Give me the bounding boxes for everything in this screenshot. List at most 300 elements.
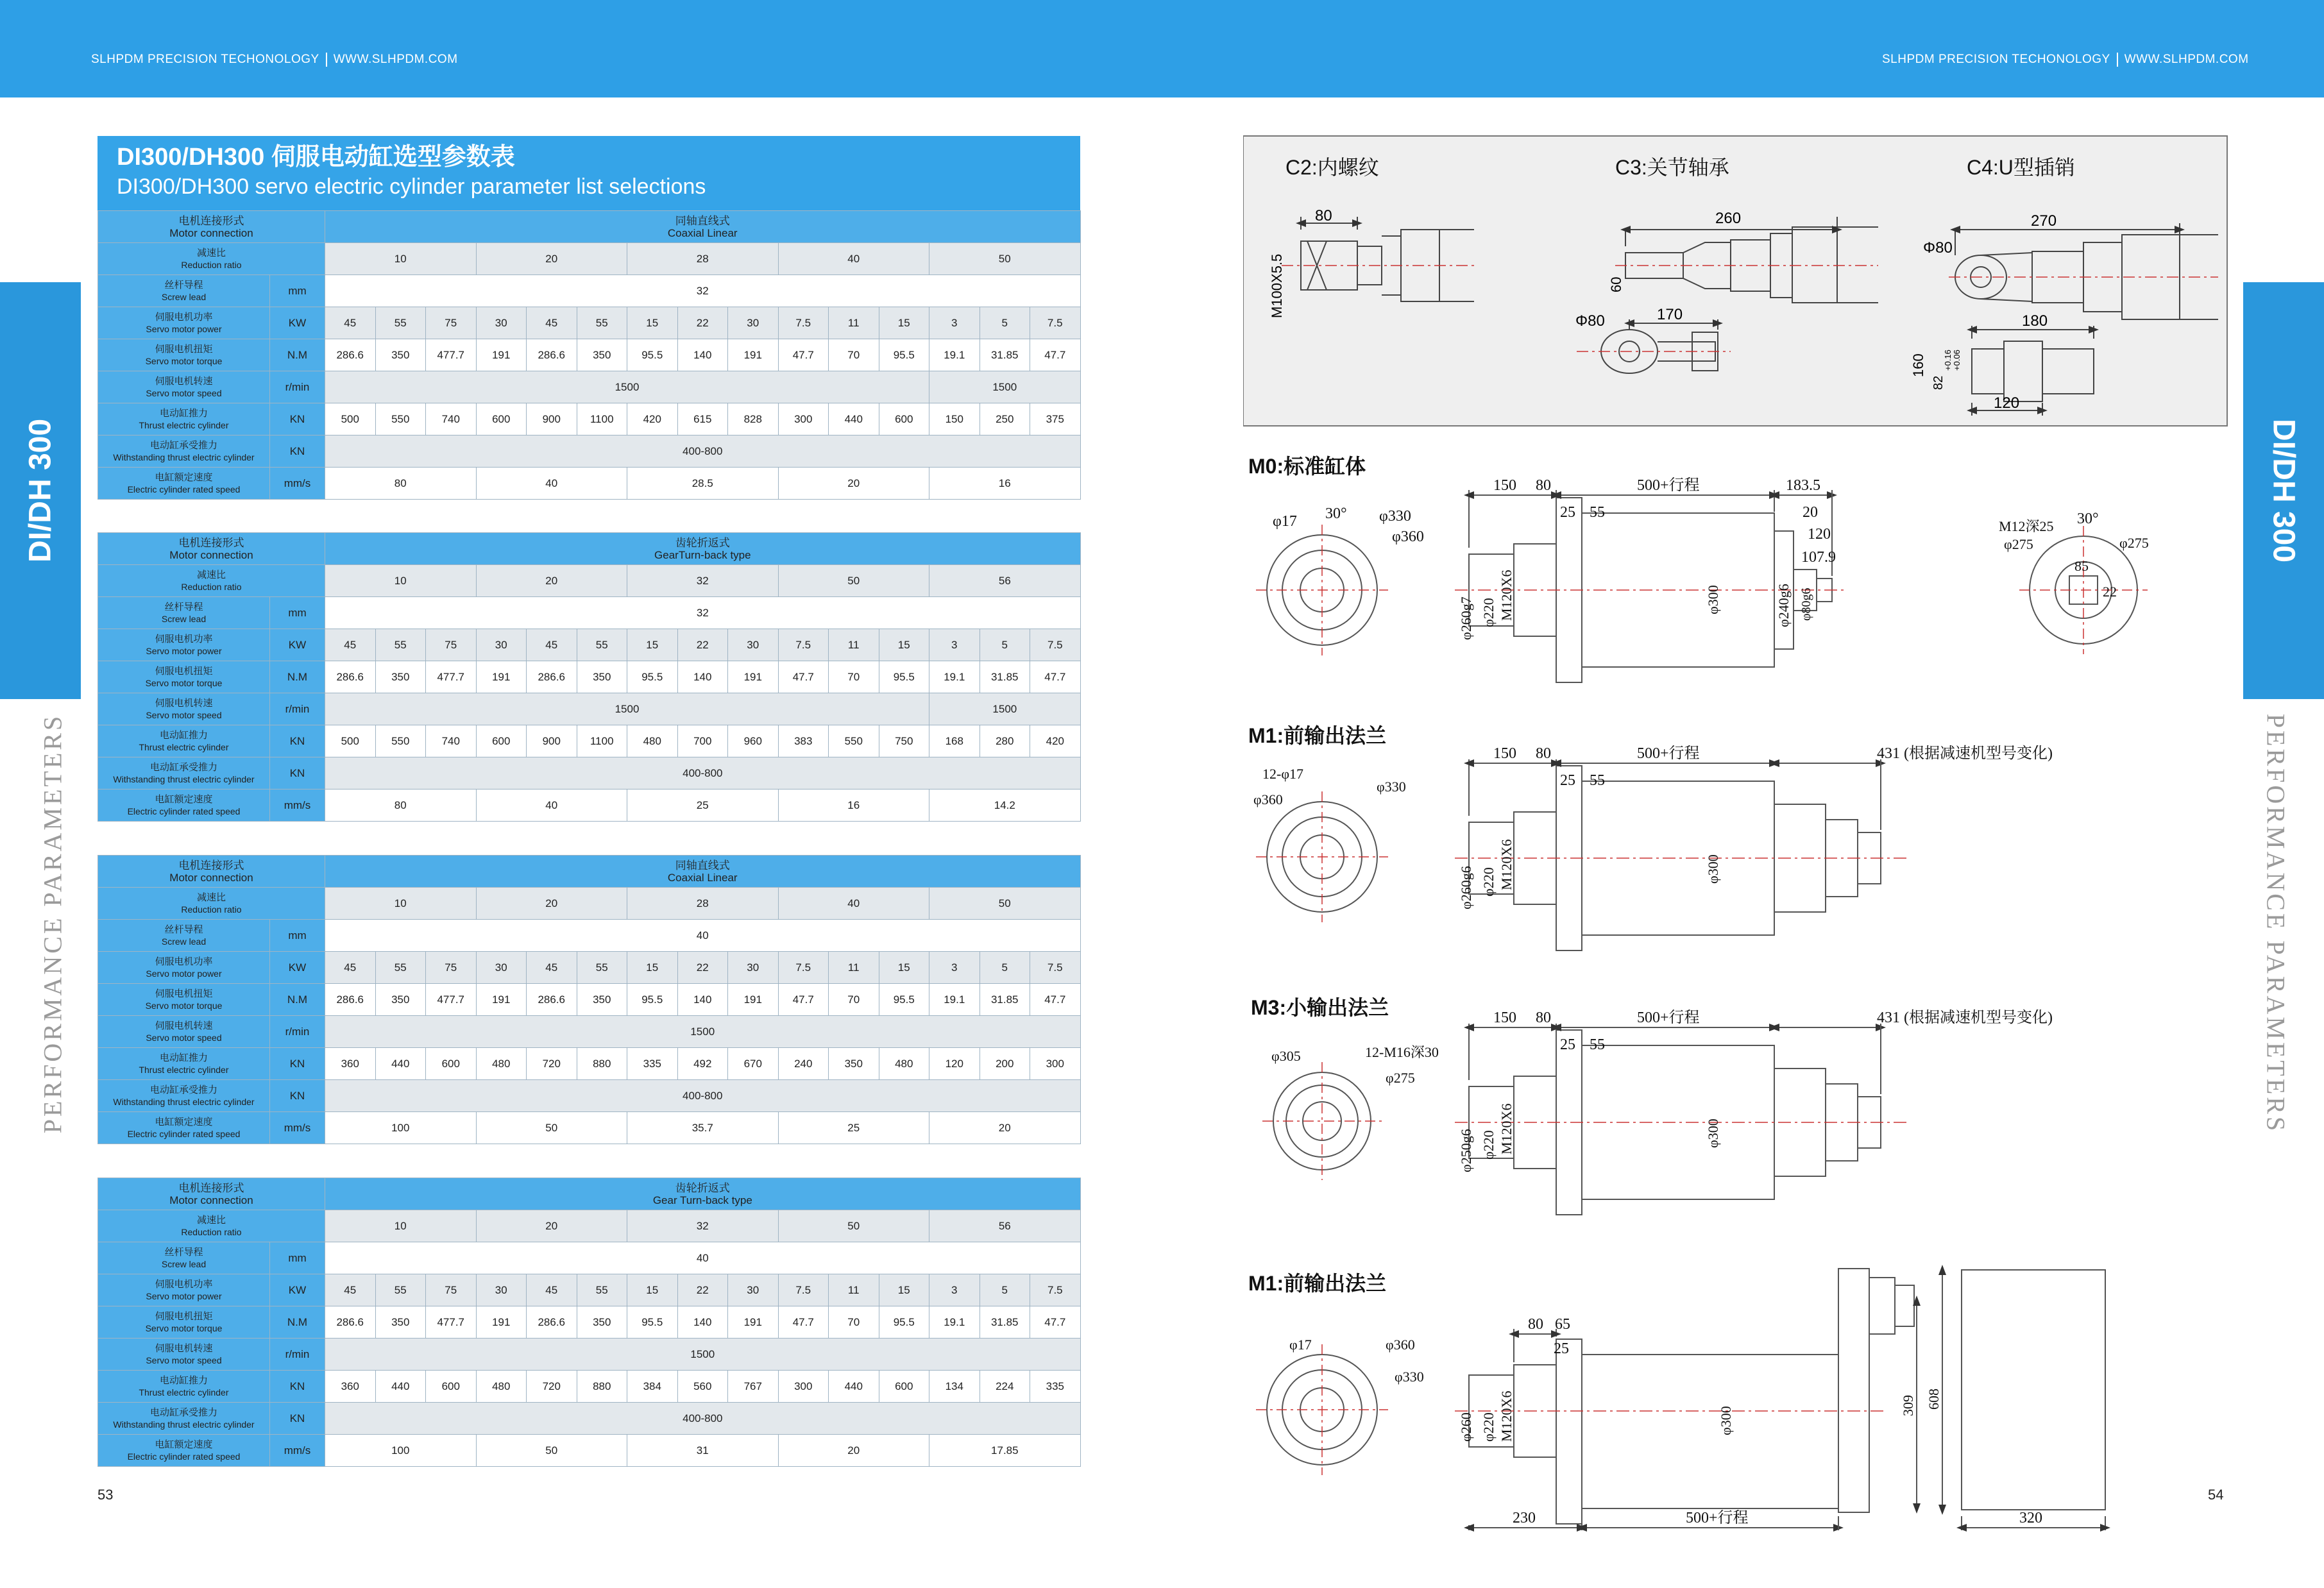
- label-en: Reduction ratio: [181, 904, 242, 915]
- row-label-servo-power: [98, 1274, 270, 1306]
- label-zh: 减速比: [196, 1214, 226, 1226]
- header-motor-connection: [98, 211, 325, 243]
- value-cell: 45: [527, 1274, 577, 1306]
- value-cell: 360: [325, 1048, 376, 1080]
- label-zh: 电动缸承受推力: [149, 761, 217, 773]
- label-en: Servo motor torque: [145, 355, 223, 366]
- row-label-servo-power: [98, 307, 270, 339]
- table-row: [98, 339, 1081, 371]
- table-row: [98, 307, 1081, 339]
- value-cell: 11: [829, 952, 879, 984]
- label-en: Servo motor torque: [145, 1000, 223, 1011]
- label-en: Reduction ratio: [181, 1226, 242, 1237]
- m3-dim-25: 25: [1560, 1036, 1575, 1053]
- side-vertical-left: PERFORMANCE PARAMETERS: [38, 713, 67, 1134]
- label-en: Thrust electric cylinder: [139, 1387, 229, 1398]
- label-zh: 电动缸承受推力: [149, 439, 217, 451]
- value-cell: 600: [426, 1371, 477, 1403]
- m0-dim-m12: M12深25: [1999, 518, 2054, 534]
- label-zh: 伺服电机扭矩: [155, 1310, 213, 1322]
- c4-dim-width: 120: [1994, 394, 2020, 412]
- c4-dim-length: 270: [2031, 212, 2057, 230]
- value-cell: 350: [375, 1306, 426, 1339]
- value-cell: 600: [879, 403, 929, 435]
- value-cell: 286.6: [325, 984, 376, 1016]
- c4-title: C4:U型插销: [1967, 156, 2075, 179]
- c3-dim-eye: 170: [1657, 306, 1683, 323]
- row-label-thrust: [98, 403, 270, 435]
- value-cell: 95.5: [879, 661, 929, 693]
- value-cell: 45: [325, 629, 376, 661]
- label-zh: 电机连接形式: [178, 214, 244, 227]
- row-label-screw-lead: [98, 597, 270, 629]
- value-cell: 47.7: [1030, 339, 1081, 371]
- value-cell: 900: [527, 403, 577, 435]
- value-cell: 100: [325, 1435, 477, 1467]
- row-label-withstand: [98, 757, 270, 790]
- m3-title: M3:小输出法兰: [1251, 996, 1389, 1019]
- m0-dim-80g6: φ80g6: [1799, 587, 1813, 621]
- label-zh: 电机连接形式: [178, 859, 244, 872]
- value-cell: 95.5: [627, 661, 678, 693]
- connection-en: Coaxial Linear: [667, 871, 738, 884]
- label-en: Servo motor speed: [146, 709, 222, 720]
- value-cell: 150: [929, 403, 980, 435]
- table-row: [98, 1306, 1081, 1339]
- table-row: [98, 1080, 1081, 1112]
- value-cell: 740: [426, 403, 477, 435]
- value-cell: 70: [829, 984, 879, 1016]
- label-en: Servo motor power: [146, 645, 222, 656]
- header-left: [91, 53, 458, 67]
- value-cell: 400-800: [325, 1403, 1081, 1435]
- value-cell: 25: [778, 1112, 929, 1144]
- value-cell: 55: [577, 1274, 627, 1306]
- row-unit: KN: [270, 1403, 325, 1435]
- value-cell: 7.5: [1030, 629, 1081, 661]
- table-row: [98, 1403, 1081, 1435]
- value-cell: 286.6: [527, 984, 577, 1016]
- label-zh: 减速比: [196, 891, 226, 903]
- value-cell: 880: [577, 1371, 627, 1403]
- table-row: [98, 693, 1081, 725]
- row-label-withstand: [98, 435, 270, 468]
- row-label-rated-speed: [98, 1435, 270, 1467]
- row-unit: N.M: [270, 661, 325, 693]
- table-row: [98, 565, 1081, 597]
- value-cell: 15: [879, 307, 929, 339]
- m1a-dim-stroke: 500+行程: [1637, 745, 1700, 762]
- row-label-servo-speed: [98, 371, 270, 403]
- value-cell: 19.1: [929, 339, 980, 371]
- m3-dim-431: 431 (根据减速机型号变化): [1877, 1009, 2053, 1026]
- value-cell: 420: [627, 403, 678, 435]
- value-cell: 200: [980, 1048, 1030, 1080]
- value-cell: 350: [577, 984, 627, 1016]
- value-cell: 32: [325, 275, 1081, 307]
- row-label-servo-speed: [98, 693, 270, 725]
- value-cell: 30: [476, 1274, 527, 1306]
- value-cell: 19.1: [929, 661, 980, 693]
- m0-dim-120: 120: [1808, 526, 1831, 543]
- m1b-dim-thread: M120X6: [1498, 1390, 1514, 1442]
- m1a-dim-55: 55: [1590, 772, 1605, 789]
- value-cell: 440: [375, 1371, 426, 1403]
- value-cell: 47.7: [778, 339, 829, 371]
- c4-dim-slot: 82: [1931, 375, 1946, 390]
- value-cell: 32: [627, 565, 779, 597]
- table-row: [98, 1016, 1081, 1048]
- label-zh: 伺服电机功率: [155, 311, 213, 323]
- value-cell: 55: [577, 629, 627, 661]
- row-label-thrust: [98, 725, 270, 757]
- label-zh: 伺服电机功率: [155, 956, 213, 967]
- value-cell: 350: [375, 661, 426, 693]
- row-unit: mm: [270, 920, 325, 952]
- row-unit: KW: [270, 1274, 325, 1306]
- row-unit: mm: [270, 275, 325, 307]
- drawing-m1a: [1248, 724, 2053, 950]
- header-motor-connection: [98, 1178, 325, 1210]
- table-row: [98, 1242, 1081, 1274]
- row-label-servo-torque: [98, 661, 270, 693]
- value-cell: 55: [577, 307, 627, 339]
- technical-drawings: [1243, 133, 2231, 1538]
- value-cell: 7.5: [1030, 307, 1081, 339]
- value-cell: 11: [829, 307, 879, 339]
- table-row: [98, 984, 1081, 1016]
- value-cell: 500: [325, 403, 376, 435]
- value-cell: 600: [476, 403, 527, 435]
- value-cell: 500: [325, 725, 376, 757]
- row-unit: mm/s: [270, 468, 325, 500]
- value-cell: 75: [426, 952, 477, 984]
- row-label-servo-torque: [98, 1306, 270, 1339]
- row-unit: mm/s: [270, 1112, 325, 1144]
- value-cell: 22: [677, 1274, 728, 1306]
- value-cell: 5: [980, 307, 1030, 339]
- value-cell: 22: [677, 952, 728, 984]
- header-connection-type: [325, 856, 1081, 888]
- value-cell: 19.1: [929, 984, 980, 1016]
- value-cell: 350: [577, 661, 627, 693]
- label-en: Screw lead: [161, 613, 207, 624]
- header-separator: [326, 53, 327, 67]
- value-cell: 286.6: [325, 339, 376, 371]
- value-cell: 16: [929, 468, 1081, 500]
- value-cell: 75: [426, 1274, 477, 1306]
- label-en: Electric cylinder rated speed: [127, 484, 241, 494]
- row-label-rated-speed: [98, 790, 270, 822]
- value-cell: 16: [778, 790, 929, 822]
- value-cell: 7.5: [778, 307, 829, 339]
- value-cell: 1500: [325, 1016, 1081, 1048]
- value-cell: 492: [677, 1048, 728, 1080]
- value-cell: 300: [778, 403, 829, 435]
- m0-dim-flange: φ360: [1392, 528, 1424, 545]
- row-unit: r/min: [270, 1339, 325, 1371]
- value-cell: 350: [375, 984, 426, 1016]
- header-connection-type: [325, 533, 1081, 565]
- row-unit: KN: [270, 1048, 325, 1080]
- value-cell: 20: [929, 1112, 1081, 1144]
- value-cell: 1500: [929, 371, 1081, 403]
- value-cell: 480: [627, 725, 678, 757]
- value-cell: 1500: [325, 1339, 1081, 1371]
- value-cell: 15: [627, 307, 678, 339]
- value-cell: 440: [829, 1371, 879, 1403]
- value-cell: 28: [627, 888, 779, 920]
- value-cell: 280: [980, 725, 1030, 757]
- value-cell: 15: [627, 1274, 678, 1306]
- value-cell: 286.6: [527, 661, 577, 693]
- label-en: Servo motor torque: [145, 677, 223, 688]
- value-cell: 134: [929, 1371, 980, 1403]
- label-zh: 伺服电机转速: [155, 375, 213, 387]
- m1b-dim-hole: φ17: [1289, 1337, 1312, 1353]
- value-cell: 47.7: [1030, 984, 1081, 1016]
- value-cell: 828: [728, 403, 779, 435]
- drawing-m3: [1251, 996, 2053, 1215]
- value-cell: 70: [829, 661, 879, 693]
- value-cell: 10: [325, 1210, 477, 1242]
- label-en: Servo motor torque: [145, 1322, 223, 1333]
- m0-dim-80: 80: [1536, 477, 1551, 494]
- value-cell: 140: [677, 339, 728, 371]
- row-label-servo-power: [98, 952, 270, 984]
- table-row: [98, 661, 1081, 693]
- value-cell: 350: [577, 1306, 627, 1339]
- value-cell: 670: [728, 1048, 779, 1080]
- row-unit: mm/s: [270, 790, 325, 822]
- m3-dim-275: φ275: [1386, 1070, 1415, 1086]
- value-cell: 47.7: [778, 661, 829, 693]
- m1a-dim-431: 431 (根据减速机型号变化): [1877, 745, 2053, 762]
- header-right-site[interactable]: WWW.SLHPDM.COM: [2124, 53, 2249, 67]
- m0-dim-260g7: φ260g7: [1458, 596, 1474, 640]
- value-cell: 550: [375, 725, 426, 757]
- table-row: [98, 888, 1081, 920]
- value-cell: 20: [778, 1435, 929, 1467]
- label-zh: 电动缸推力: [159, 1052, 208, 1063]
- connection-en: Gear Turn-back type: [652, 1194, 752, 1206]
- m1a-dim-220: φ220: [1480, 867, 1497, 897]
- label-en: Servo motor speed: [146, 1355, 222, 1365]
- value-cell: 55: [375, 952, 426, 984]
- header-motor-connection: [98, 533, 325, 565]
- row-unit: N.M: [270, 984, 325, 1016]
- value-cell: 40: [476, 468, 627, 500]
- value-cell: 168: [929, 725, 980, 757]
- table-row: [98, 629, 1081, 661]
- label-zh: 电动缸推力: [159, 729, 208, 741]
- header-right-company: SLHPDM PRECISION TECHONOLOGY: [1882, 53, 2110, 67]
- value-cell: 420: [1030, 725, 1081, 757]
- label-en: Electric cylinder rated speed: [127, 1451, 241, 1462]
- c3-dim-diameter: Φ80: [1575, 312, 1605, 330]
- label-en: Electric cylinder rated speed: [127, 1128, 241, 1139]
- connection-en: GearTurn-back type: [654, 548, 751, 561]
- value-cell: 240: [778, 1048, 829, 1080]
- value-cell: 15: [879, 952, 929, 984]
- c4-dim-fork: 180: [2022, 312, 2048, 330]
- value-cell: 335: [1030, 1371, 1081, 1403]
- m0-dim-275a: φ275: [2004, 536, 2033, 552]
- value-cell: 56: [929, 1210, 1081, 1242]
- drawing-m0: [1248, 455, 2149, 682]
- value-cell: 300: [778, 1371, 829, 1403]
- m1b-dim-300: φ300: [1718, 1406, 1734, 1435]
- value-cell: 45: [527, 952, 577, 984]
- value-cell: 375: [1030, 403, 1081, 435]
- value-cell: 335: [627, 1048, 678, 1080]
- value-cell: 56: [929, 565, 1081, 597]
- m1b-dim-220: φ220: [1480, 1412, 1497, 1442]
- value-cell: 30: [728, 307, 779, 339]
- value-cell: 40: [325, 920, 1081, 952]
- value-cell: 383: [778, 725, 829, 757]
- accessory-panel: [1243, 136, 2227, 426]
- value-cell: 720: [527, 1048, 577, 1080]
- c4-dim-diameter: Φ80: [1923, 239, 1953, 257]
- value-cell: 32: [627, 1210, 779, 1242]
- label-zh: 伺服电机功率: [155, 633, 213, 645]
- value-cell: 22: [677, 629, 728, 661]
- value-cell: 15: [627, 952, 678, 984]
- label-zh: 电动缸推力: [159, 1374, 208, 1386]
- m0-dim-25: 25: [1560, 504, 1575, 521]
- value-cell: 17.85: [929, 1435, 1081, 1467]
- row-label-screw-lead: [98, 920, 270, 952]
- label-en: Servo motor power: [146, 968, 222, 979]
- value-cell: 191: [728, 661, 779, 693]
- m1b-dim-608: 608: [1926, 1389, 1942, 1410]
- row-unit: KN: [270, 757, 325, 790]
- value-cell: 5: [980, 629, 1030, 661]
- value-cell: 477.7: [426, 984, 477, 1016]
- value-cell: 3: [929, 629, 980, 661]
- value-cell: 31.85: [980, 661, 1030, 693]
- value-cell: 1500: [929, 693, 1081, 725]
- value-cell: 11: [829, 629, 879, 661]
- label-en: Withstanding thrust electric cylinder: [113, 1419, 255, 1430]
- header-left-site[interactable]: WWW.SLHPDM.COM: [333, 53, 458, 67]
- value-cell: 30: [728, 952, 779, 984]
- value-cell: 20: [476, 565, 627, 597]
- value-cell: 767: [728, 1371, 779, 1403]
- side-tab-right-label: DI/DH 300: [2266, 418, 2301, 563]
- value-cell: 70: [829, 1306, 879, 1339]
- page-number-right: 54: [2208, 1487, 2224, 1503]
- parameter-table-3: [98, 855, 1081, 1144]
- value-cell: 45: [325, 1274, 376, 1306]
- c3-dim-length: 260: [1715, 210, 1742, 227]
- m3-dim-55: 55: [1590, 1036, 1605, 1053]
- table-row: [98, 1435, 1081, 1467]
- value-cell: 7.5: [778, 1274, 829, 1306]
- row-unit: KW: [270, 629, 325, 661]
- row-label-reduction-ratio: [98, 565, 325, 597]
- value-cell: 30: [728, 629, 779, 661]
- label-en: Servo motor speed: [146, 1032, 222, 1043]
- value-cell: 140: [677, 1306, 728, 1339]
- value-cell: 95.5: [627, 339, 678, 371]
- value-cell: 1100: [577, 725, 627, 757]
- value-cell: 600: [426, 1048, 477, 1080]
- value-cell: 3: [929, 1274, 980, 1306]
- row-label-rated-speed: [98, 1112, 270, 1144]
- label-en: Electric cylinder rated speed: [127, 806, 241, 816]
- m1b-dim-stroke: 500+行程: [1686, 1510, 1749, 1526]
- value-cell: 191: [476, 661, 527, 693]
- value-cell: 55: [375, 307, 426, 339]
- label-zh: 伺服电机扭矩: [155, 343, 213, 355]
- value-cell: 47.7: [1030, 1306, 1081, 1339]
- row-label-screw-lead: [98, 1242, 270, 1274]
- value-cell: 191: [728, 984, 779, 1016]
- m0-dim-hole: φ17: [1273, 513, 1297, 530]
- parameter-table-4: [98, 1178, 1081, 1467]
- value-cell: 700: [677, 725, 728, 757]
- value-cell: 750: [879, 725, 929, 757]
- m1a-dim-260g6: φ260g6: [1458, 866, 1474, 909]
- table-row: [98, 435, 1081, 468]
- value-cell: 15: [627, 629, 678, 661]
- label-en: Thrust electric cylinder: [139, 741, 229, 752]
- c2-dim-thread: M100X5.5: [1269, 253, 1285, 318]
- label-zh: 减速比: [196, 569, 226, 580]
- m3-dim-80: 80: [1536, 1009, 1551, 1026]
- label-en: Withstanding thrust electric cylinder: [113, 452, 255, 462]
- value-cell: 10: [325, 243, 477, 275]
- connection-zh: 同轴直线式: [675, 859, 730, 872]
- label-zh: 电缸额定速度: [155, 1116, 213, 1128]
- value-cell: 1500: [325, 693, 929, 725]
- header-right: [1882, 53, 2249, 67]
- value-cell: 880: [577, 1048, 627, 1080]
- label-zh: 减速比: [196, 247, 226, 258]
- c3-title: C3:关节轴承: [1615, 156, 1729, 179]
- table-row: [98, 371, 1081, 403]
- m1b-dim-330: φ330: [1395, 1369, 1424, 1385]
- value-cell: 28: [627, 243, 779, 275]
- label-zh: 伺服电机转速: [155, 1020, 213, 1031]
- row-unit: KW: [270, 952, 325, 984]
- value-cell: 40: [325, 1242, 1081, 1274]
- table-row: [98, 757, 1081, 790]
- label-en: Screw lead: [161, 936, 207, 947]
- value-cell: 30: [476, 307, 527, 339]
- m3-dim-250g6: φ250g6: [1458, 1129, 1474, 1172]
- side-vertical-right: PERFORMANCE PARAMETERS: [2261, 713, 2291, 1134]
- value-cell: 31.85: [980, 984, 1030, 1016]
- m3-dim-thread: M120X6: [1498, 1103, 1514, 1154]
- value-cell: 45: [325, 307, 376, 339]
- connection-zh: 齿轮折返式: [675, 1181, 730, 1194]
- parameter-table-2: [98, 532, 1081, 822]
- table-row: [98, 1371, 1081, 1403]
- table-row: [98, 275, 1081, 307]
- label-en: Motor connection: [169, 226, 253, 239]
- value-cell: 400-800: [325, 757, 1081, 790]
- value-cell: 440: [375, 1048, 426, 1080]
- value-cell: 10: [325, 888, 477, 920]
- value-cell: 7.5: [778, 952, 829, 984]
- m0-dim-angle: 30°: [1325, 505, 1347, 522]
- label-zh: 伺服电机转速: [155, 1342, 213, 1354]
- row-unit: mm: [270, 597, 325, 629]
- table-row: [98, 725, 1081, 757]
